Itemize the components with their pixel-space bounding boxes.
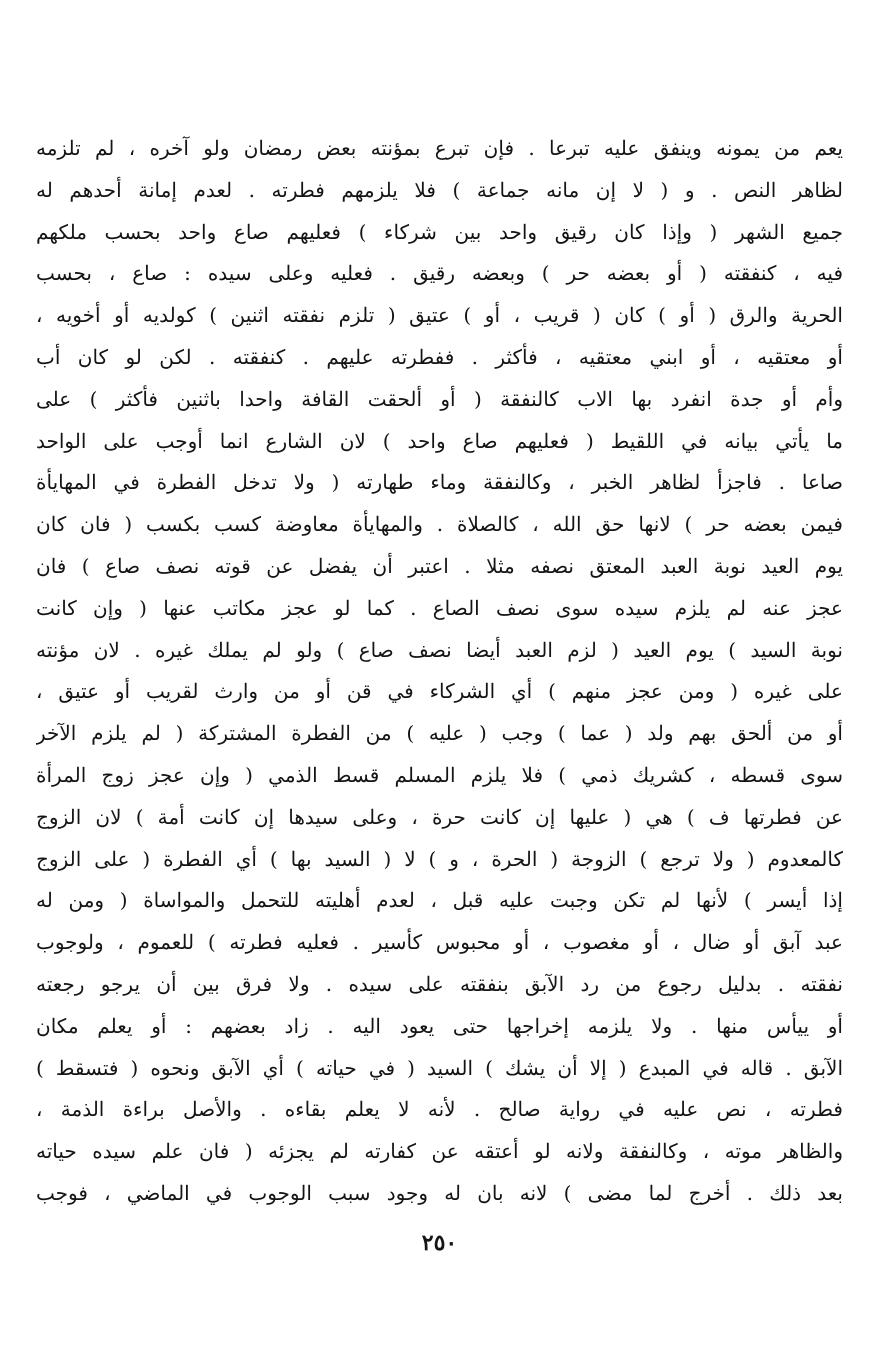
text-line-24: فطرته ، نص عليه في رواية صالح . لأنه لا يعلم بقاءه . والأصل براءة الذمة ، bbox=[36, 1097, 843, 1122]
text-line-6: أو معتقيه ، أو ابني معتقيه ، فأكثر . ففطرته عليهم . كنفقته . لكن لو كان أب bbox=[36, 344, 843, 369]
text-line-4: فيه ، كنفقته ( أو بعضه حر ) وبعضه رقيق . فعليه وعلى سيده : صاع ، بحسب bbox=[36, 261, 843, 286]
text-line-18: كالمعدوم ( ولا ترجع ) الزوجة ( الحرة ، و ) لا ( السيد بها ) أي الفطرة ( على الزوج bbox=[36, 846, 843, 871]
text-line-22: أو ييأس منها . ولا يلزمه إخراجها حتى يعود اليه . زاد بعضهم : أو يعلم مكان bbox=[36, 1013, 843, 1038]
text-line-11: يوم العيد نوبة العبد المعتق نصفه مثلا . اعتبر أن يفضل عن قوته نصف صاع ) فان bbox=[36, 553, 843, 578]
page-number: ٢٥٠ bbox=[421, 1230, 458, 1256]
text-line-19: إذا أيسر ) لأنها لم تكن وجبت عليه قبل ، لعدم أهليته للتحمل والمواساة ( ومن له bbox=[36, 888, 843, 913]
text-line-25: والظاهر موته ، وكالنفقة ولانه لو أعتقه عن كفارته لم يجزئه ( فان علم سيده حياته bbox=[36, 1139, 843, 1164]
text-line-13: نوبة السيد ) يوم العيد ( لزم العبد أيضا نصف صاع ) ولو لم يملك غيره . لان مؤنته bbox=[36, 637, 843, 662]
text-line-9: صاعا . فاجزأ لظاهر الخبر ، وكالنفقة وماء طهارته ( ولا تدخل الفطرة في المهايأة bbox=[36, 470, 843, 495]
text-line-15: أو من ألحق بهم ولد ( عما ) وجب ( عليه ) من الفطرة المشتركة ( لم يلزم الآخر bbox=[36, 721, 843, 746]
text-line-23: الآبق . قاله في المبدع ( إلا أن يشك ) السيد ( في حياته ) أي الآبق ونحوه ( فتسقط ) bbox=[36, 1055, 843, 1080]
text-line-17: عن فطرتها ف ) هي ( عليها إن كانت حرة ، وعلى سيدها إن كانت أمة ) لان الزوج bbox=[36, 804, 843, 829]
text-line-20: عبد آبق أو ضال ، أو مغصوب ، أو محبوس كأسير . فعليه فطرته ) للعموم ، ولوجوب bbox=[36, 930, 843, 955]
text-line-10: فيمن بعضه حر ) لانها حق الله ، كالصلاة . والمهايأة معاوضة كسب بكسب ( فان كان bbox=[36, 512, 843, 537]
text-line-12: عجز عنه لم يلزم سيده سوى نصف الصاع . كما لو عجز مكاتب عنها ( وإن كانت bbox=[36, 595, 843, 620]
text-line-1: يعم من يمونه وينفق عليه تبرعا . فإن تبرع بمؤنته بعض رمضان ولو آخره ، لم تلزمه bbox=[36, 136, 843, 160]
text-line-14: على غيره ( ومن عجز منهم ) أي الشركاء في قن أو من وارث لقريب أو عتيق ، bbox=[36, 679, 843, 704]
body-text bbox=[36, 128, 843, 1215]
text-line-8: ما يأتي بيانه في اللقيط ( فعليهم صاع واحد ) لان الشارع انما أوجب على الواحد bbox=[36, 428, 843, 453]
text-line-21: نفقته . بدليل رجوع من رد الآبق بنفقته على سيده . ولا فرق بين أن يرجو رجعته bbox=[36, 971, 843, 996]
text-line-16: سوى قسطه ، كشريك ذمي ) فلا يلزم المسلم قسط الذمي ( وإن عجز زوج المرأة bbox=[36, 762, 843, 787]
text-line-2: لظاهر النص . و ( لا إن مانه جماعة ) فلا يلزمهم فطرته . لعدم إمانة أحدهم له bbox=[36, 177, 843, 202]
text-line-5: الحرية والرق ( أو ) كان ( قريب ، أو ) عتيق ( تلزم نفقته اثنين ) كولديه أو أخويه ، bbox=[36, 303, 843, 328]
text-line-26: بعد ذلك . أخرج لما مضى ) لانه بان له وجود سبب الوجوب في الماضي ، فوجب bbox=[36, 1180, 843, 1205]
text-line-3: جميع الشهر ( وإذا كان رقيق واحد بين شركاء ) فعليهم صاع واحد بحسب ملكهم bbox=[36, 219, 843, 244]
text-line-7: وأم أو جدة انفرد بها الاب كالنفقة ( أو ألحقت القافة واحدا باثنين فأكثر ) على bbox=[36, 386, 843, 411]
